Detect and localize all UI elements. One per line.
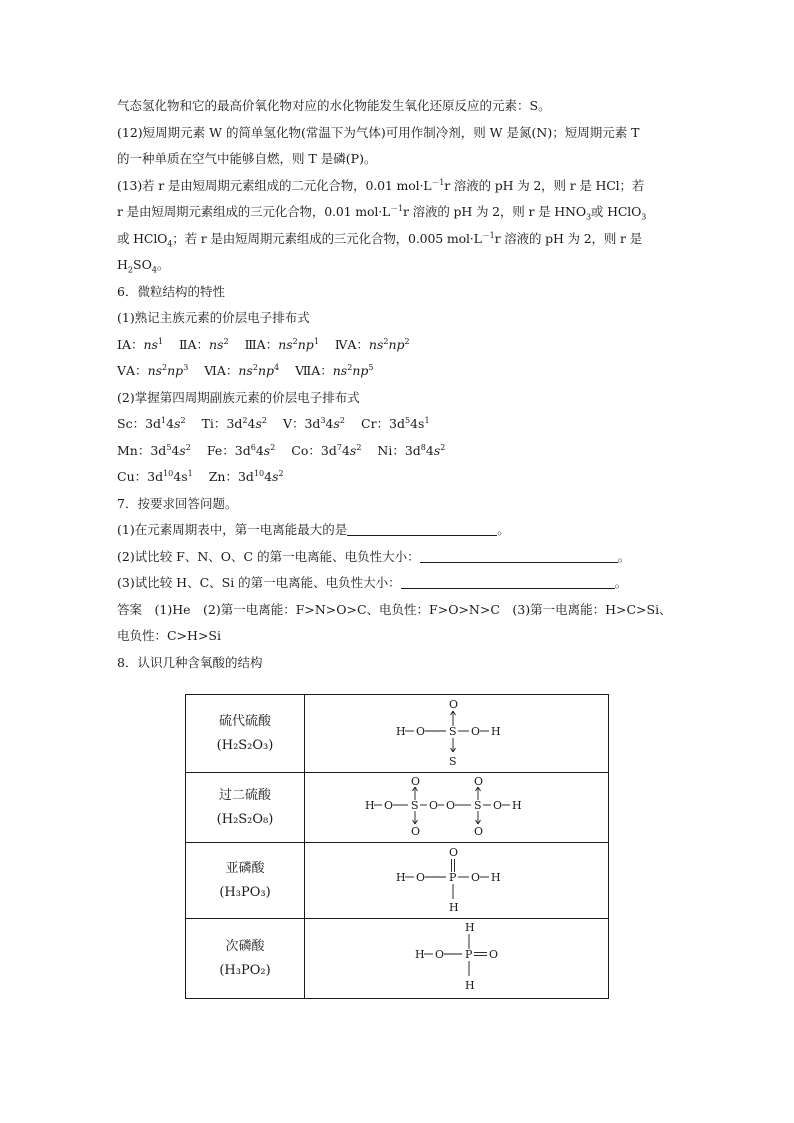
text-fragment: －1 [481,230,495,240]
text-fragment: 3 [641,212,647,222]
config-IVA [335,337,410,352]
text-fragment: 2 [252,362,258,372]
config-Ti: Ti：$3d^24s^2$ [201,415,267,431]
text-fragment: s [179,442,186,458]
acid-name-cell: 次磷酸 (H₃PO₂) [186,919,305,999]
text-fragment: 5 [405,415,411,425]
atom-label: O [428,799,438,812]
config-VIIA [295,363,373,378]
section-6-point-1: (1)熟记主族元素的价层电子排布式 [117,310,310,325]
text-fragment: V： [282,416,305,431]
section-7-title: 7．按要求回答问题。 [117,495,238,511]
text-fragment: 。 [156,257,170,272]
text-fragment: s [433,442,441,458]
item-12-line-2: 的一种单质在空气中能够自燃，则 T 是磷(P)。 [117,151,377,166]
text-fragment: 1 [161,415,167,425]
atom-label: O [415,871,425,884]
main-group-configs-row-1 [117,332,677,359]
atom-label: P [448,871,456,884]
config-Mn: Mn：$3d^54s^2$ [117,442,191,458]
atom-label: H [511,799,522,812]
atom-label: H [490,725,501,738]
item-13-line-1 [117,173,677,200]
text-fragment: (2)试比较 F、N、O、C 的第一电离能、电负性大小： [117,548,420,564]
atom-label: H [448,901,459,914]
text-fragment: 2 [356,442,362,452]
atom-label: H [464,921,475,934]
text-fragment: 10 [163,468,174,478]
answer-blank-2[interactable] [420,548,618,563]
config-Fe: Fe：$3d^64s^2$ [206,442,276,458]
table-row [186,695,609,773]
text-fragment: ns [143,336,158,352]
question-1 [117,517,677,544]
answer-blank-1[interactable] [347,521,497,536]
text-fragment: r 是由短周期元素组成的三元化合物，0.01 mol·L [117,204,391,219]
atom-label: O [410,825,420,838]
text-fragment: Sc： [117,416,146,431]
atom-label: H [414,948,425,961]
acid-name-cell: 过二硫酸 (H₂S₂O₈) [186,773,305,843]
text-fragment: (3)试比较 H、C、Si 的第一电离能、电负性大小： [117,575,401,590]
text-fragment: Fe： [206,442,235,458]
table-row [186,843,609,919]
atom-label: O [410,775,420,788]
text-fragment: r 溶液的 pH 为 2，则 r 是 HNO [403,204,586,219]
text-fragment: 。 [614,575,628,590]
text-fragment: Cu： [117,469,148,484]
text-fragment: ns [238,363,253,378]
atom-label: S [448,725,457,738]
text-fragment: ns [332,363,348,378]
paragraph-line: 气态氢化物和它的最高价氧化物对应的水化物能发生氧化还原反应的元素：S。 [117,98,551,113]
text-fragment: Ti： [201,416,227,431]
config-V: V：$3d^34s^2$ [282,415,346,431]
atom-label: S [448,755,457,768]
text-fragment: 2 [292,336,298,346]
text-fragment: np [167,363,184,378]
text-fragment: r 溶液的 pH 为 2，则 r 是 [494,230,643,246]
text-fragment: 2 [339,415,346,425]
text-fragment: ns [209,336,224,352]
text-fragment: 1 [187,468,193,478]
text-fragment: Ni： [377,442,405,458]
text-fragment: 5 [166,442,172,452]
config-IA [117,337,163,352]
text-fragment: 2 [223,336,229,346]
text-fragment: 4 [151,265,157,275]
text-fragment: Cr： [361,416,390,431]
text-fragment: r 溶液的 pH 为 2，则 r 是 HCl；若 [444,177,645,193]
text-fragment: s [174,416,181,431]
text-fragment: 1 [424,415,430,425]
atom-label: O [448,698,458,711]
text-fragment: ⅥA： [204,363,239,378]
structure-diagram [307,843,607,915]
text-fragment: －1 [431,177,445,187]
config-Cr: Cr：$3d^54s^1$ [361,415,430,431]
text-fragment: 2 [347,362,353,372]
text-fragment: ⅠA： [117,336,144,352]
section-6-point-2: (2)掌握第四周期副族元素的价层电子排布式 [117,389,360,405]
text-fragment: 2 [440,442,446,452]
atom-label: O [470,871,480,884]
config-Co: Co：$3d^74s^2$ [291,442,362,458]
text-fragment: 1 [313,336,319,346]
text-fragment: 或 HClO [590,204,642,219]
atom-label: H [395,725,406,738]
text-fragment: ⅦA： [295,363,333,378]
text-fragment: ns [278,336,293,352]
atom-label: O [448,846,458,859]
atom-label: O [383,799,393,812]
text-fragment: 。 [497,522,510,537]
atom-label: H [490,871,501,884]
text-fragment: np [297,336,314,352]
phosphorous-acid-structure [305,843,609,919]
text-fragment: 或 HClO [117,230,168,246]
text-fragment: ⅡA： [179,336,210,352]
text-fragment: 。 [617,548,631,564]
peroxydisulfuric-acid-structure [305,773,609,843]
text-fragment: 6 [250,442,256,452]
text-fragment: s [263,442,271,458]
text-fragment: Co： [291,442,321,458]
hypophosphorous-acid-structure [305,919,609,999]
atom-label: H [464,979,475,992]
transition-configs-row-2 [117,438,677,465]
item-13-line-3 [117,226,677,253]
answer-line-1: 答案 (1)He (2)第一电离能：F>N>O>C、电负性：F>O>N>C (3)第一电离能：H>C>Si、 [117,601,672,617]
text-fragment: Zn： [208,469,238,484]
atom-label: O [473,775,483,788]
structure-diagram [307,773,607,839]
thiosulfuric-acid-structure [305,695,609,773]
atom-label: P [464,948,472,961]
item-13-line-2 [117,199,677,226]
text-fragment: 5 [368,362,374,372]
text-fragment: 2 [162,362,168,372]
text-fragment: 4 [167,239,173,248]
atom-label: O [473,825,483,838]
config-VA [117,363,188,378]
text-fragment: np [352,363,369,378]
text-fragment: ns [368,336,384,352]
text-fragment: 2 [278,468,284,478]
atom-label: O [488,948,498,961]
config-IIA [179,337,229,352]
text-fragment: (13)若 r 是由短周期元素组成的二元化合物，0.01 mol·L [117,177,432,193]
main-group-configs-row-2 [117,358,677,385]
text-fragment: 2 [242,415,248,425]
transition-configs-row-1 [117,411,677,438]
oxyacid-structure-table [185,694,609,999]
text-fragment: 2 [383,336,389,346]
text-fragment: ⅤA： [117,363,148,378]
text-fragment: 1 [157,336,164,346]
section-8-title: 8．认识几种含氧酸的结构 [117,654,263,670]
config-VIA [204,363,279,378]
table-row [186,919,609,999]
text-fragment: 2 [127,265,133,275]
item-12-line-1: (12)短周期元素 W 的简单氢化物(常温下为气体)可用作制冷剂，则 W 是氮(N)；短周期元素 T [117,124,640,140]
config-Cu: Cu：$3d^{10}4s^1$ [117,468,193,484]
text-fragment: SO [133,257,152,272]
text-fragment: s [255,416,262,431]
table-row [186,773,609,843]
config-Sc: Sc：$3d^14s^2$ [117,415,186,431]
structure-diagram [307,919,607,995]
question-2 [117,544,677,571]
text-fragment: 10 [253,468,265,478]
text-fragment: (1)在元素周期表中，第一电离能最大的是 [117,522,348,537]
acid-name-cell: 亚磷酸 (H₃PO₃) [186,843,305,919]
text-fragment: s [272,469,279,484]
text-fragment: 8 [420,442,426,452]
atom-label: S [410,799,419,812]
atom-label: O [470,725,480,738]
text-fragment: ns [147,363,163,378]
transition-configs-row-3 [117,464,677,491]
text-fragment: 3 [585,212,591,222]
item-13-line-4 [117,252,677,279]
answer-line-2: 电负性：C>H>Si [117,628,221,643]
text-fragment: ⅢA： [244,336,279,352]
atom-label: H [364,799,375,812]
text-fragment: s [333,416,340,431]
text-fragment: 4 [274,362,280,372]
text-fragment: 7 [336,442,342,452]
text-fragment: np [257,363,274,378]
config-Ni: Ni：$3d^84s^2$ [377,442,446,458]
text-fragment: 2 [404,336,410,346]
structure-diagram [307,695,607,769]
text-fragment: －1 [390,203,404,213]
text-fragment: Mn： [117,442,151,458]
text-fragment: ；若 r 是由短周期元素组成的三元化合物，0.005 mol·L [172,230,482,246]
config-IIIA [245,337,319,352]
text-fragment: 2 [185,442,191,452]
atom-label: O [434,948,444,961]
config-Zn: Zn：$3d^{10}4s^2$ [208,468,284,484]
text-fragment: H [117,257,128,272]
text-fragment: s [349,442,357,458]
text-fragment: 2 [261,415,267,425]
atom-label: S [473,799,482,812]
text-fragment: ⅣA： [334,336,369,352]
text-fragment: 3 [320,415,326,425]
atom-label: O [492,799,502,812]
question-3 [117,570,677,597]
section-6-title: 6．微粒结构的特性 [117,283,225,299]
text-fragment: 2 [180,415,186,425]
answer-blank-3[interactable] [401,574,615,589]
text-fragment: 3 [183,362,189,372]
acid-name-cell: 硫代硫酸 (H₂S₂O₃) [186,695,305,773]
text-fragment: np [388,336,405,352]
text-fragment: 2 [270,442,276,452]
atom-label: O [415,725,425,738]
atom-label: H [395,871,406,884]
atom-label: O [445,799,455,812]
